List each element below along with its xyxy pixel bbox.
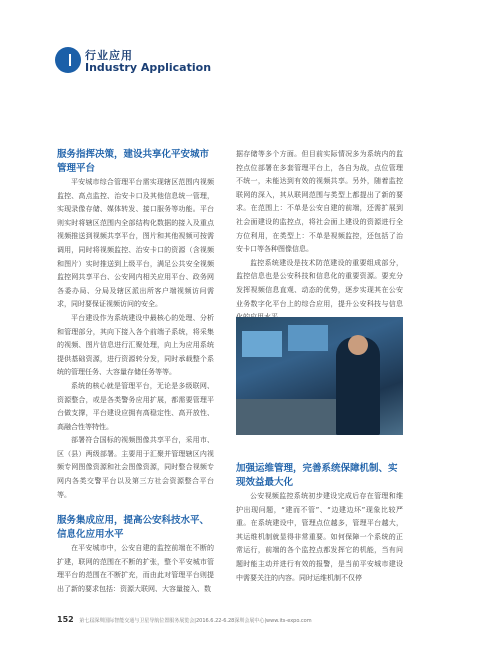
paragraph: 平台建设作为系统建设中最核心的处理、分析和管理部分，其向下接入各个前端子系统，将采集的视频、图片信息进行汇聚处理，向上为应用系统提供基础资源，进行资源转分发，同时承载整个系统的管理任务、大容量存储任务等等。	[57, 313, 214, 377]
left-column	[57, 148, 214, 597]
monitor-screen	[288, 325, 328, 351]
section-header	[55, 45, 255, 85]
police-officer-head	[348, 335, 368, 355]
paragraph: 系统的核心就是管理平台，无论是多级联网、资源整合，或是各类警务应用扩展，都需要管理平台做支撑，平台建设应拥有高稳定性、高开放性、高融合性等特性。	[57, 381, 214, 431]
police-monitoring-photo	[236, 317, 403, 435]
heading-3: 加强运维管理，完善系统保障机制、实现效益最大化	[236, 463, 398, 488]
paragraph: 监控系统建设是技术防范建设的重要组成部分，监控信息也是公安科技和信息化的重要资源。要充分发挥视频信息直观、动态的优势，逐步实现其在公安业务数字化平台上的综合应用，提升公安科技与信息	[236, 258, 403, 308]
page-footer	[57, 615, 417, 625]
control-desk	[236, 399, 336, 435]
paragraph: 平安城市综合管理平台需实现辖区范围内视频监控、高点监控、治安卡口及其他信息统一管理，实现录像存储、媒体转发、接口服务等功能。平台则实时将辖区范围内全部结构化数据的接入及重点视频推送到视频共享平台，图片和其他视频可按需调用，同时将视频监控、治安卡口的资源（含视频和图片）实时推送到上级平台，满足公共安全视频监控网共享平台、公安网内相关应用平台、政务网各委办局、分局及辖区派出所客户端视频访问需求，同时要保证视频访问的安全。	[57, 178, 214, 309]
paragraph: 据存储等多个方面。但目前实际情况多为系统内的监控点位部署在多套管理平台上，各自为战，点位管理不统一，未能达到有效的视频共享。另外，随着监控联网的深入，其从联网范围与类型上都提出了新的要求。在范围上：不单是公安自建的前端，还需扩展到社会面建设的监控点，将社会面上建设的资源进行全方位利用，在类型上：不单是视频监控，还包括了治安卡口等各种图像信息。	[236, 150, 403, 254]
paragraph: 部署符合国标的视频图像共享平台，采用市、区（县）两级部署。主要用于汇聚并管理辖区内视频专网图像资源和社会图像资源，同时整合视频专网内各类交警平台以及第三方社会资源整合平台等。	[57, 436, 214, 499]
page-number: 152	[57, 615, 74, 624]
right-column-top	[236, 148, 403, 325]
right-column-bottom	[236, 462, 403, 585]
heading-2: 服务集成应用，提高公安科技水平、信息化应用水平	[57, 515, 210, 541]
section-title-en: Industry Application	[85, 61, 212, 74]
paragraph: 在平安城市中，公安自建的监控前端在不断的扩建，联网的范围在不断的扩张，整个平安城市管理平台的范围在不断扩充，而由此对管理平台则提出了新的要求包括：资源大联网、大容量接入、数	[57, 544, 214, 594]
section-title-cn: 行业应用	[85, 49, 133, 62]
footer-text: 第七届深圳国际智能交通与卫星导航位置服务展览会|2016.6.22-6.28深圳会展中心|www.its-expo.com	[79, 618, 312, 624]
section-badge-icon	[55, 47, 81, 73]
monitor-screen	[242, 331, 282, 357]
heading-1: 服务指挥决策，建设共享化平安城市管理平台	[57, 149, 210, 174]
paragraph: 公安视频监控系统初步建设完成后存在管理和维护出现问题，“建而不管”、“边建边坏”现象比较严重。在系统建设中，管理点位越多，管理平台越大，其运维机制就显得非常重要。如何保障一个系统的正常运行，前端的各个监控点都发挥它的机能，当有问题时能主动并进行有效的报警，是当前平安城市建设中需要关注的内容。同时运维机制不仅停	[236, 492, 403, 582]
